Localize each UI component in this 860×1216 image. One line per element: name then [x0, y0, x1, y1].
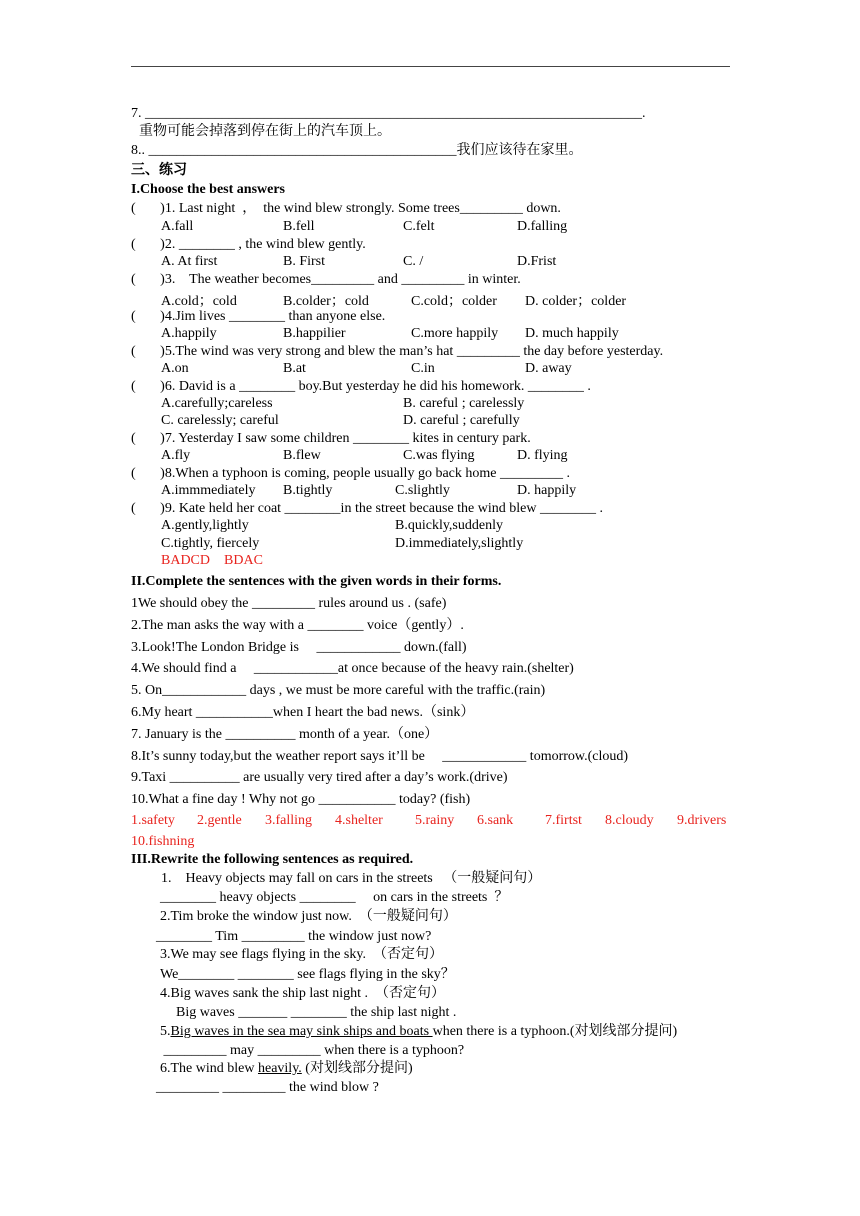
fill-in-sentence: 8.It’s sunny today,but the weather report says it’ll be ____________ tomorrow.(cloud): [131, 748, 629, 764]
question-stem: ( )7. Yesterday I saw some children ________ kites in century park.: [131, 431, 531, 446]
rewrite-line: We________ ________ see flags flying in the sky？: [160, 967, 455, 982]
part2-answer: 3.falling: [265, 813, 313, 828]
answer-option: C. /: [403, 254, 424, 269]
part2-answer: 9.drivers: [677, 813, 727, 828]
translation-item-7: 7. _______________________________________________________________________.: [131, 106, 646, 121]
question-stem: ( )4.Jim lives ________ than anyone else.: [131, 309, 386, 324]
answer-option: B.quickly,suddenly: [395, 518, 503, 533]
underlined-phrase: heavily.: [257, 1061, 302, 1076]
rewrite-line: Big waves _______ ________ the ship last night .: [176, 1005, 457, 1020]
section-title: 三、练习: [131, 163, 187, 178]
answer-option: C. carelessly; careful: [161, 413, 279, 428]
fill-in-sentence: 2.The man asks the way with a ________ voice（gently）.: [131, 617, 464, 633]
answer-option: A.carefully;careless: [161, 396, 273, 411]
answer-option: C.in: [411, 361, 435, 376]
header-rule: [131, 66, 730, 67]
part2-title: II.Complete the sentences with the given words in their forms.: [131, 574, 502, 589]
rewrite-line: ________ heavy objects ________ on cars in the streets ？: [160, 890, 509, 905]
rewrite-line: 5.Big waves in the sea may sink ships and boats when there is a typhoon.(对划线部分提问): [160, 1024, 678, 1039]
rewrite-line: _________ _________ the wind blow ?: [156, 1080, 379, 1095]
part2-answer: 2.gentle: [197, 813, 242, 828]
fill-in-sentence: 1We should obey the _________ rules around us . (safe): [131, 596, 447, 611]
answer-option: B.tightly: [283, 483, 333, 498]
fill-in-sentence: 5. On____________ days , we must be more careful with the traffic.(rain): [131, 683, 546, 699]
answer-option: C.felt: [403, 219, 435, 234]
rewrite-line: 4.Big waves sank the ship last night . （否定句）: [160, 986, 446, 1001]
rewrite-line: 1. Heavy objects may fall on cars in the streets （一般疑问句）: [161, 871, 542, 886]
answer-option: A.on: [161, 361, 189, 376]
answer-option: C.more happily: [411, 326, 499, 341]
answer-option: B.fell: [283, 219, 315, 234]
part1-title: I.Choose the best answers: [131, 182, 285, 197]
underlined-phrase: Big waves in the sea may sink ships and boats: [170, 1024, 433, 1039]
part2-answer: 6.sank: [477, 813, 514, 828]
fill-in-sentence: 6.My heart ___________when I heart the bad news.（sink）: [131, 705, 475, 720]
part2-answer: 5.rainy: [415, 813, 455, 828]
answer-option: B.colder；cold: [283, 294, 369, 309]
part2-answer: 1.safety: [131, 813, 175, 828]
answer-option: D. happily: [517, 483, 577, 498]
question-stem: ( )9. Kate held her coat ________in the street because the wind blew ________ .: [131, 501, 603, 516]
answer-option: A. At first: [161, 254, 218, 269]
part3-title: III.Rewrite the following sentences as required.: [131, 852, 414, 867]
answer-option: C.was flying: [403, 448, 475, 463]
rewrite-line: 2.Tim broke the window just now. （一般疑问句）: [160, 909, 457, 924]
answer-option: D.Frist: [517, 254, 557, 269]
fill-in-sentence: 10.What a fine day ! Why not go ___________ today? (fish): [131, 792, 471, 808]
question-stem: ( )8.When a typhoon is coming, people usually go back home _________ .: [131, 466, 570, 481]
answer-option: D.immediately,slightly: [395, 536, 524, 551]
question-stem: ( )3. The weather becomes_________ and _________ in winter.: [131, 272, 521, 287]
answer-option: A.fly: [161, 448, 191, 463]
part2-answer: 4.shelter: [335, 813, 383, 828]
question-stem: ( )2. ________ , the wind blew gently.: [131, 237, 366, 252]
translation-item-7-hint: 重物可能会掉落到停在街上的汽车顶上。: [139, 124, 391, 139]
answer-option: C.tightly, fiercely: [161, 536, 260, 551]
fill-in-sentence: 4.We should find a ____________at once because of the heavy rain.(shelter): [131, 661, 574, 677]
fill-in-sentence: 9.Taxi __________ are usually very tired after a day’s work.(drive): [131, 770, 508, 786]
answer-option: D. careful ; carefully: [403, 413, 520, 428]
answer-option: D. flying: [517, 448, 568, 463]
answer-option: D.falling: [517, 219, 568, 234]
answer-option: C.cold；colder: [411, 294, 497, 309]
answer-option: D. much happily: [525, 326, 619, 341]
answer-option: B.happilier: [283, 326, 346, 341]
question-stem: ( )1. Last night ， the wind blew strongly. Some trees_________ down.: [131, 201, 561, 216]
rewrite-line: ________ Tim _________ the window just now?: [156, 929, 432, 944]
question-stem: ( )5.The wind was very strong and blew the man’s hat _________ the day before yesterday.: [131, 344, 664, 359]
part2-answer: 8.cloudy: [605, 813, 654, 828]
fill-in-sentence: 7. January is the __________ month of a year.（one）: [131, 726, 439, 742]
rewrite-line: _________ may _________ when there is a typhoon?: [160, 1043, 465, 1058]
part2-answer-10: 10.fishning: [131, 834, 195, 849]
part2-answer: 7.firtst: [545, 813, 582, 828]
rewrite-line: 3.We may see flags flying in the sky. （否定句）: [160, 947, 443, 962]
question-stem: ( )6. David is a ________ boy.But yesterday he did his homework. ________ .: [131, 379, 591, 394]
answer-option: A.immmediately: [161, 483, 256, 498]
answer-option: B. careful ; carelessly: [403, 396, 525, 411]
answer-option: B.at: [283, 361, 306, 376]
translation-item-8: 8.. ____________________________________________我们应该待在家里。: [131, 143, 583, 158]
rewrite-line: 6.The wind blew heavily. (对划线部分提问): [160, 1061, 413, 1076]
answer-option: A.fall: [161, 219, 194, 234]
answer-option: D. away: [525, 361, 572, 376]
answer-option: A.cold；cold: [161, 294, 237, 309]
fill-in-sentence: 3.Look!The London Bridge is ____________ down.(fall): [131, 639, 467, 655]
answer-option: D. colder；colder: [525, 294, 627, 309]
answer-option: B.flew: [283, 448, 321, 463]
answer-option: C.slightly: [395, 483, 450, 498]
answer-option: B. First: [283, 254, 326, 269]
part1-answers: BADCD BDAC: [161, 553, 263, 568]
answer-option: A.gently,lightly: [161, 518, 249, 533]
answer-option: A.happily: [161, 326, 217, 341]
